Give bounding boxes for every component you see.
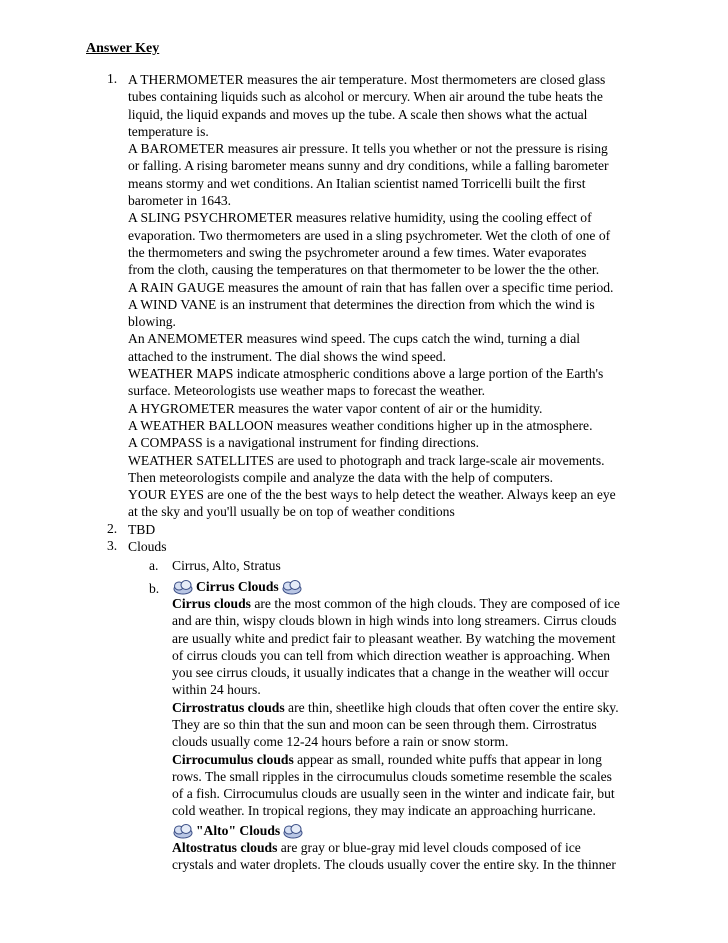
text-line: Then meteorologists compile and analyze the data with the help of computers. — [128, 469, 554, 485]
text-line: YOUR EYES are one of the the best ways to help detect the weather. Always keep an eye — [128, 487, 616, 503]
text-line: cold weather. In tropical regions, they may indicate an approaching hurricane. — [172, 803, 596, 819]
answer-2 — [86, 521, 656, 538]
altostratus-paragraph — [172, 839, 656, 874]
answer-3-text: Clouds — [128, 539, 167, 555]
text-line: within 24 hours. — [172, 682, 261, 698]
text-line: WEATHER SATELLITES are used to photograph and track large-scale air movements. — [128, 452, 605, 468]
paragraph-text: are gray or blue-gray mid level clouds composed of ice — [277, 840, 581, 856]
text-line: clouds usually come 12-24 hours before a rain or snow storm. — [172, 734, 509, 750]
cirrostratus-paragraph — [172, 699, 656, 751]
text-line: rows. The small ripples in the cirrocumulus clouds sometime resemble the scales — [172, 768, 612, 784]
answer-3 — [86, 538, 656, 555]
term: Cirrocumulus clouds — [172, 751, 294, 767]
answer-3a — [86, 557, 656, 574]
text-line: and are thin, wispy clouds blown in high winds into long streamers. Cirrus clouds — [172, 613, 617, 629]
text-line: A RAIN GAUGE measures the amount of rain that has fallen over a specific time period. — [128, 279, 614, 295]
cloud-icon — [172, 823, 194, 839]
page-title: Answer Key — [86, 41, 160, 56]
answer-3a-text: Cirrus, Alto, Stratus — [172, 558, 281, 574]
document-page — [86, 40, 656, 874]
text-line: or falling. A rising barometer means sunny and dry conditions, while a falling barometer — [128, 158, 609, 174]
term: Cirrostratus clouds — [172, 699, 285, 715]
text-line: WEATHER MAPS indicate atmospheric conditions above a large portion of the Earth's — [128, 366, 604, 382]
cirrus-clouds-heading: Cirrus Clouds — [196, 578, 279, 594]
text-line: liquid, the liquid expands and moves up the tube. A scale then shows what the actual — [128, 106, 588, 122]
text-line: are usually white and predict fair to pleasant weather. By watching the movement — [172, 630, 616, 646]
alto-clouds-heading: "Alto" Clouds — [196, 822, 281, 838]
cirrocumulus-paragraph — [172, 751, 656, 820]
paragraph-text: are thin, sheetlike high clouds that often cover the entire sky. — [284, 699, 619, 715]
text-line: A HYGROMETER measures the water vapor content of air or the humidity. — [128, 400, 543, 416]
answer-1-text — [128, 71, 656, 521]
paragraph-text: appear as small, rounded white puffs that appear in long — [293, 751, 602, 767]
text-line: A COMPASS is a navigational instrument for finding directions. — [128, 435, 480, 451]
cirrus-paragraph — [172, 595, 656, 699]
text-line: A WIND VANE is an instrument that determines the direction from which the wind is — [128, 296, 595, 312]
term: Cirrus clouds — [172, 595, 251, 611]
cirrus-heading-line — [172, 578, 656, 595]
text-line: A BAROMETER measures air pressure. It tells you whether or not the pressure is rising — [128, 141, 608, 157]
sub-letter: a. — [149, 558, 159, 574]
alto-heading-line — [172, 822, 656, 839]
text-line: A SLING PSYCHROMETER measures relative humidity, using the cooling effect of — [128, 210, 592, 226]
text-line: evaporation. Two thermometers are used in a sling psychrometer. Wet the cloth of one of — [128, 227, 611, 243]
text-line: you see cirrus clouds, it usually indicates that a change in the weather will occur — [172, 665, 609, 681]
cloud-icon — [282, 823, 304, 839]
text-line: attached to the instrument. The dial shows the wind speed. — [128, 348, 446, 364]
text-line: An ANEMOMETER measures wind speed. The cups catch the wind, turning a dial — [128, 331, 581, 347]
text-line: A WEATHER BALLOON measures weather conditions higher up in the atmosphere. — [128, 417, 593, 433]
text-line: blowing. — [128, 314, 176, 330]
item-number: 1. — [107, 71, 118, 86]
text-line: surface. Meteorologists use weather maps to forecast the weather. — [128, 383, 486, 399]
answer-3b — [86, 578, 656, 874]
paragraph-text: are the most common of the high clouds. They are composed of ice — [250, 595, 620, 611]
item-number: 2. — [107, 520, 118, 536]
text-line: at the sky and you'll usually be on top of weather conditions — [128, 504, 455, 520]
cloud-icon — [281, 579, 303, 595]
cloud-icon — [172, 579, 194, 595]
text-line: from the cloth, causing the temperatures on that thermometer to be lower the the other. — [128, 262, 600, 278]
answer-2-text: TBD — [128, 521, 156, 537]
answer-1 — [86, 71, 656, 521]
text-line: means stormy and wet conditions. An Italian scientist named Torricelli built the first — [128, 175, 586, 191]
term: Altostratus clouds — [172, 840, 278, 856]
sub-letter: b. — [149, 580, 160, 596]
item-number: 3. — [107, 538, 118, 554]
text-line: tubes containing liquids such as alcohol or mercury. When air around the tube heats the — [128, 89, 603, 105]
text-line: the thermometers and swing the psychrometer around a few times. Water evaporates — [128, 244, 587, 260]
text-line: of a fish. Cirrocumulus clouds are usually seen in the winter and indicate fair, but — [172, 786, 615, 802]
text-line: of cirrus clouds you can tell from which direction weather is approaching. When — [172, 647, 611, 663]
text-line: temperature is. — [128, 123, 209, 139]
text-line: A THERMOMETER measures the air temperature. Most thermometers are closed glass — [128, 72, 606, 87]
text-line: crystals and water droplets. The clouds usually cover the entire sky. In the thinner — [172, 857, 616, 873]
text-line: They are so thin that the sun and moon can be seen through them. Cirrostratus — [172, 716, 597, 732]
text-line: barometer in 1643. — [128, 193, 232, 209]
